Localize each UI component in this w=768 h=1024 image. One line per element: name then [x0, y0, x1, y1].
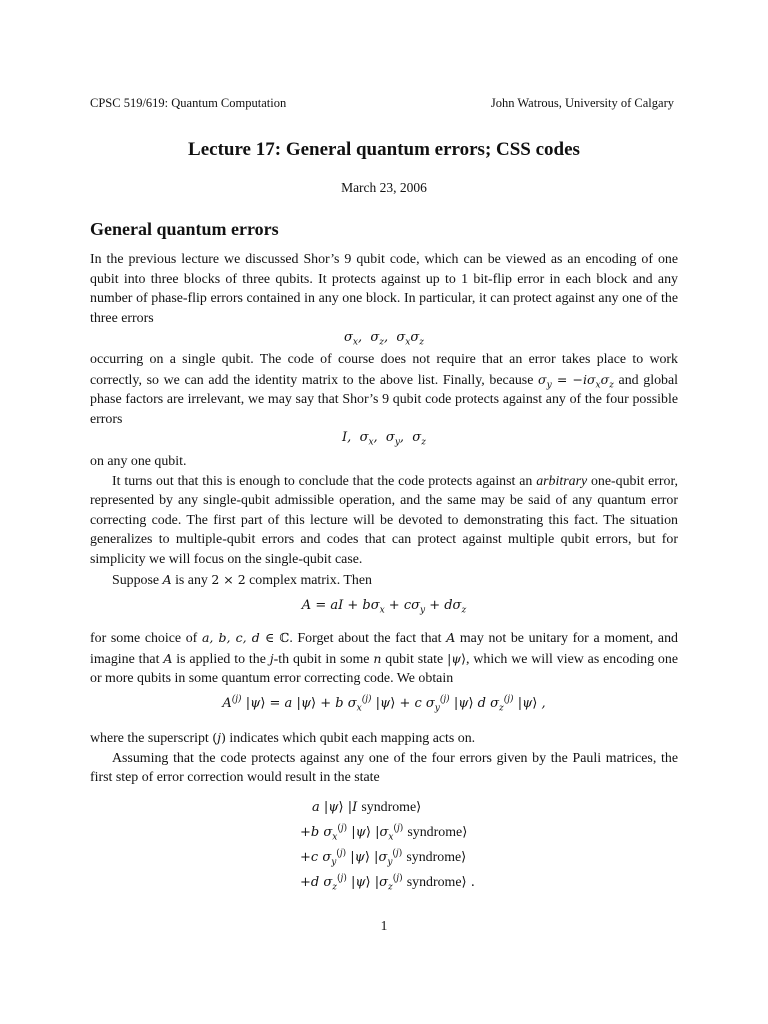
author-label: John Watrous, University of Calgary [490, 96, 674, 110]
lecture-date: March 23, 2006 [341, 180, 427, 195]
syndrome-row-3: +c $\sigma_y^{(j)}$ |ψ⟩ $|\sigma_y^{(j)}$ syndrome⟩ [300, 848, 467, 868]
equation-four-errors: I, $\sigma_x$, $\sigma_y$, $\sigma_z$ [342, 430, 426, 448]
equation-three-errors: $\sigma_x$, $\sigma_z$, $\sigma_x\sigma_z$ [344, 330, 424, 348]
paragraph-1-text: In the previous lecture we discussed Shor’s 9 qubit code, which can be viewed as an encoding of one qubit into three blocks of three qubits. It protects against up to 1 bit-flip error in each block and any number of phase-flip errors contained in any one block. In particular, it can protect against any one of the three errors [90, 252, 678, 326]
paragraph-2-text-b: and global phase factors are irrelevant, we may say that Shor’s 9 qubit code protects against any of the four possible errors [90, 372, 678, 427]
paragraph-8-text: Assuming that the code protects against any one of the four errors given by the Pauli matrices, the first step of error correction would result in the state [90, 750, 678, 786]
paragraph-4-text-a: It turns out that this is enough to conclude that the code protects against an [112, 473, 537, 489]
paragraph-1 [90, 250, 678, 328]
syndrome-row-4: +d $\sigma_z^{(j)}$ |ψ⟩ $|\sigma_z^{(j)}$ syndrome⟩ . [300, 873, 475, 893]
syndrome-label-2: syndrome [407, 825, 463, 840]
course-label: CPSC 519/619: Quantum Computation [90, 96, 287, 110]
paragraph-7-8: where the superscript (j) indicates which qubit each mapping acts on. Assuming that the code protects against any one of the four errors given by the Pauli matrices, the first step of error correction would result in the state [90, 728, 678, 788]
page-number: 1 [380, 918, 388, 933]
paragraph-7-text-a: where the superscript [90, 731, 213, 746]
equation-apply-error: $A^{(j)}$ |ψ⟩ = a |ψ⟩ + b $\sigma_x^{(j)}$ |ψ⟩ + c $\sigma_y^{(j)}$ |ψ⟩ d $\sigma_z^{(j)}$ |ψ⟩ , [222, 694, 546, 714]
equation-syndrome-state [300, 795, 560, 895]
paragraph-2: occurring on a single qubit. The code of course does not require that an error takes place to work correctly, so we can add the identity matrix to the above list. Finally, because $\sigma_y = -i\sigma_x\sigma_z$ and global phase factors are irrelevant, we may say that Shor’s 9 qubit code protects against any of the four possible errors [90, 352, 678, 427]
paragraph-6-text-d: is applied to the [172, 651, 270, 667]
page-header [90, 96, 674, 111]
paragraph-6-text-g: , which we will view as encoding one or more qubits in some quantum error correcting code. We obtain [90, 651, 678, 687]
paragraph-4-emphasis: arbitrary [536, 473, 588, 489]
paragraph-7-text-b: indicates which qubit each mapping acts on. [225, 731, 476, 746]
paragraph-6-text-e: -th qubit in some [273, 651, 374, 667]
paragraph-2-text-a: occurring on a single qubit. The code of course does not require that an error takes place to work correctly, so we can add the identity matrix to the above list. Finally, because [90, 352, 678, 388]
equation-decomposition: A = aI + $b\sigma_x + c\sigma_y + d\sigma_z$ [301, 598, 467, 616]
paragraph-6-text-b: . Forget about the fact that [289, 631, 447, 646]
paragraph-3-text: on any one qubit. [90, 454, 187, 469]
paragraph-5-text-c: complex matrix. Then [245, 572, 372, 588]
paragraph-4-text-b: one-qubit error, represented by any single-qubit admissible operation, and the same may be said of any quantum error correcting code. The first part of this lecture will be devoted to demonstrating this fact. The situation generalizes to multiple-qubit errors and codes that can protect against multiple qubit errors, but for simplicity we will focus on the single-qubit case. [90, 473, 678, 567]
syndrome-label-3: syndrome [406, 850, 462, 865]
syndrome-row-1: a |ψ⟩ |I syndrome⟩ [312, 800, 422, 815]
syndrome-label-1: syndrome [361, 800, 417, 815]
paragraph-5-text-b: is any [171, 572, 212, 588]
section-heading: General quantum errors [90, 219, 279, 239]
syndrome-label-4: syndrome [406, 875, 462, 890]
paragraph-6-text-a: for some choice of [90, 631, 202, 646]
paragraph-6-text-c: may not be unitary for a moment, and imagine that [90, 631, 678, 667]
lecture-title: Lecture 17: General quantum errors; CSS codes [188, 139, 580, 160]
paragraph-5-text-a: Suppose [112, 572, 163, 588]
paragraph-6: for some choice of a, b, c, d ∈ ℂ. Forget about the fact that A may not be unitary for a moment, and imagine that A is applied to the j-th qubit in some n qubit state |ψ⟩, which we will view as encoding one or more qubits in some quantum error correcting code. We obtain [90, 630, 678, 687]
paragraph-6-text-f: qubit state [381, 651, 448, 667]
syndrome-row-2: +b $\sigma_x^{(j)}$ |ψ⟩ $|\sigma_x^{(j)}$ syndrome⟩ [300, 823, 468, 843]
paragraph-3-4: on any one qubit. It turns out that this is enough to conclude that the code protects against an arbitrary one-qubit error, represented by any single-qubit admissible operation, and the same may be said of any quantum error correcting code. The first part of this lecture will be devoted to demonstrating this fact. The situation generalizes to multiple-qubit errors and codes that can protect against multiple qubit errors, but for simplicity we will focus on the single-qubit case. Suppose A is any 2 × 2 complex matrix. Then [90, 454, 678, 588]
